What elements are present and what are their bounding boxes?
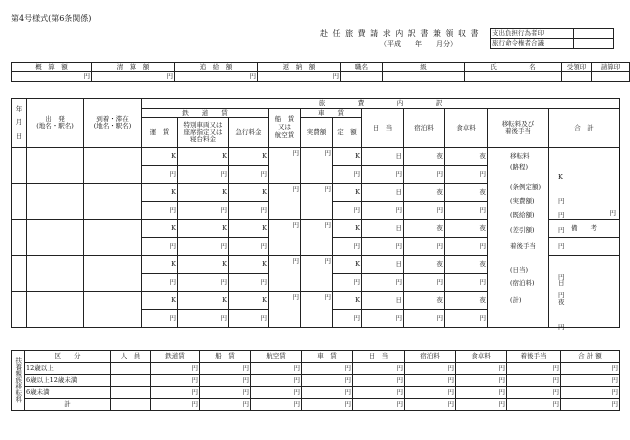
family-cell[interactable]: 円	[507, 387, 561, 399]
col-date-month: 月	[15, 118, 23, 127]
depart-cell[interactable]	[27, 256, 84, 292]
summary-table	[11, 62, 630, 82]
meal-yen[interactable]: 円	[445, 166, 488, 184]
summary-header-additional: 追 給 額	[175, 63, 258, 72]
col-meal: 食卓料	[445, 109, 488, 148]
col-date-year: 年	[15, 104, 23, 113]
daily-days[interactable]: 日	[362, 220, 404, 238]
depart-cell[interactable]	[27, 220, 84, 256]
car-fixed-yen[interactable]: 円	[333, 274, 362, 292]
arrive-cell[interactable]	[84, 220, 142, 256]
meal-nights[interactable]: 夜	[445, 292, 488, 310]
meal-nights[interactable]: 夜	[445, 148, 488, 166]
family-cell[interactable]: 円	[151, 399, 200, 411]
daily-yen[interactable]: 円	[362, 166, 404, 184]
family-cell[interactable]: 円	[456, 363, 507, 375]
meal-yen[interactable]: 円	[445, 238, 488, 256]
col-car-actual: 実費額	[301, 118, 333, 148]
car-actual-yen[interactable]: 円	[301, 292, 333, 328]
family-row-label: 12歳以上	[25, 363, 111, 375]
moving-extra-unit-1: 夜	[558, 298, 565, 306]
col-arrive-title: 到着・滞在	[96, 115, 129, 124]
date-cell[interactable]	[12, 220, 27, 256]
family-cell[interactable]: 円	[561, 375, 620, 387]
family-row-label: 計	[25, 399, 111, 411]
remarks-header: 備 考	[549, 220, 620, 238]
family-header-9: 着後手当	[507, 351, 561, 363]
moving-label-2: (条例定額)	[510, 183, 542, 191]
col-total: 合 計	[549, 109, 620, 148]
family-header-6: 日 当	[353, 351, 405, 363]
family-header-8: 食卓料	[456, 351, 507, 363]
rail-express-yen[interactable]: 円	[229, 274, 269, 292]
rail-special-yen[interactable]: 円	[178, 274, 229, 292]
family-cell[interactable]: 円	[302, 363, 353, 375]
rail-express-k[interactable]: K	[229, 148, 269, 166]
family-cell[interactable]: 円	[561, 387, 620, 399]
moving-unit-2: 円	[558, 197, 565, 205]
family-cell[interactable]: 円	[302, 387, 353, 399]
daily-days[interactable]: 日	[362, 256, 404, 274]
col-ship-air: 船 賃 又は 航空賃	[269, 109, 301, 148]
rail-express-yen[interactable]: 円	[229, 202, 269, 220]
moving-unit-7: 円	[558, 273, 565, 281]
summary-header-refund: 返 納 額	[258, 63, 341, 72]
date-cell[interactable]	[12, 184, 27, 220]
lodging-yen[interactable]: 円	[404, 166, 445, 184]
family-row	[12, 387, 620, 399]
moving-label-8: (宿泊料)	[510, 279, 535, 287]
family-cell[interactable]	[111, 363, 151, 375]
moving-unit-5: 円	[558, 242, 565, 250]
rail-fare-k[interactable]: K	[142, 184, 178, 202]
approval-cell-2: 旅行命令権者合議	[491, 39, 574, 49]
moving-label-3: (実費額)	[510, 197, 535, 205]
col-car-fixed: 定 額	[333, 118, 362, 148]
ship-yen[interactable]: 円	[269, 256, 301, 292]
rail-express-yen[interactable]: 円	[229, 310, 269, 328]
family-cell[interactable]: 円	[200, 387, 251, 399]
rail-fare-yen[interactable]: 円	[142, 310, 178, 328]
family-cell[interactable]: 円	[251, 399, 302, 411]
family-header-5: 車 賃	[302, 351, 353, 363]
lodging-yen[interactable]: 円	[404, 202, 445, 220]
car-fixed-k[interactable]: K	[333, 292, 362, 310]
family-cell[interactable]: 円	[507, 399, 561, 411]
car-fixed-k[interactable]: K	[333, 220, 362, 238]
family-cell[interactable]: 円	[353, 399, 405, 411]
summary-header-receipt-seal: 受領印	[562, 63, 592, 72]
meal-yen[interactable]: 円	[445, 202, 488, 220]
ship-yen[interactable]: 円	[269, 184, 301, 220]
family-cell[interactable]: 円	[251, 375, 302, 387]
date-cell[interactable]	[12, 292, 27, 328]
family-cell[interactable]: 円	[200, 363, 251, 375]
col-daily: 日 当	[362, 109, 404, 148]
lodging-nights[interactable]: 夜	[404, 148, 445, 166]
car-fixed-yen[interactable]: 円	[333, 202, 362, 220]
group-travel-breakdown: 旅 費 内 訳	[142, 99, 620, 109]
summary-header-estimate: 概 算 額	[12, 63, 92, 72]
approval-box	[490, 28, 614, 49]
family-header-4: 航空賃	[251, 351, 302, 363]
family-row-label: 6歳以上12歳未満	[25, 375, 111, 387]
summary-header-name: 氏 名	[465, 63, 562, 72]
depart-cell[interactable]	[27, 148, 84, 184]
group-car: 車 賃	[301, 109, 362, 118]
arrive-cell[interactable]	[84, 148, 142, 184]
rail-special-yen[interactable]: 円	[178, 238, 229, 256]
family-row	[12, 375, 620, 387]
family-cell[interactable]: 円	[456, 387, 507, 399]
daily-yen[interactable]: 円	[362, 202, 404, 220]
moving-label-9: (計)	[510, 296, 522, 304]
family-moving-table	[11, 350, 620, 411]
family-header-7: 宿泊料	[405, 351, 456, 363]
moving-extra-unit-0: 日	[558, 279, 565, 287]
daily-yen[interactable]: 円	[362, 274, 404, 292]
rail-special-yen[interactable]: 円	[178, 310, 229, 328]
arrive-cell[interactable]	[84, 256, 142, 292]
arrive-cell[interactable]	[84, 184, 142, 220]
col-rail-fare: 運 賃	[142, 118, 178, 148]
summary-cell-refund: 円	[258, 72, 341, 82]
arrive-cell[interactable]	[84, 292, 142, 328]
meal-nights[interactable]: 夜	[445, 256, 488, 274]
family-cell[interactable]	[111, 375, 151, 387]
moving-label-5: (差引額)	[510, 226, 535, 234]
car-actual-yen[interactable]: 円	[301, 184, 333, 220]
moving-unit-3: 円	[558, 211, 565, 219]
rail-special-k[interactable]: K	[178, 148, 229, 166]
family-cell[interactable]: 円	[405, 399, 456, 411]
depart-cell[interactable]	[27, 184, 84, 220]
family-cell[interactable]: 円	[405, 363, 456, 375]
family-cell[interactable]: 円	[507, 363, 561, 375]
ship-yen[interactable]: 円	[269, 292, 301, 328]
family-cell[interactable]: 円	[251, 387, 302, 399]
rail-special-k[interactable]: K	[178, 220, 229, 238]
car-actual-yen[interactable]: 円	[301, 220, 333, 256]
rail-express-k[interactable]: K	[229, 220, 269, 238]
family-cell[interactable]: 円	[200, 399, 251, 411]
rail-special-k[interactable]: K	[178, 256, 229, 274]
summary-header-grade: 級	[383, 63, 465, 72]
depart-cell[interactable]	[27, 292, 84, 328]
moving-unit-4: 円	[558, 226, 565, 234]
car-fixed-yen[interactable]: 円	[333, 310, 362, 328]
moving-label-4: (既給額)	[510, 211, 535, 219]
col-depart-sub: (地名・駅名)	[36, 122, 74, 130]
summary-header-request-seal: 請算印	[592, 63, 630, 72]
page-title: 赴 任 旅 費 請 求 内 訳 書 兼 領 収 書	[320, 29, 480, 38]
summary-cell-additional: 円	[175, 72, 258, 82]
moving-label-1: (路程)	[510, 163, 529, 171]
col-lodging: 宿泊料	[404, 109, 445, 148]
lodging-nights[interactable]: 夜	[404, 184, 445, 202]
col-moving: 移転料及び 着後手当	[488, 109, 549, 148]
rail-fare-k[interactable]: K	[142, 256, 178, 274]
family-cell[interactable]: 円	[353, 363, 405, 375]
meal-yen[interactable]: 円	[445, 274, 488, 292]
car-fixed-yen[interactable]: 円	[333, 166, 362, 184]
family-cell[interactable]: 円	[151, 387, 200, 399]
total-cell[interactable]	[549, 148, 620, 220]
family-cell[interactable]	[111, 399, 151, 411]
family-cell[interactable]: 円	[151, 363, 200, 375]
moving-label-0: 移転料	[510, 152, 530, 160]
summary-cell-estimate: 円	[12, 72, 92, 82]
family-cell[interactable]: 円	[251, 363, 302, 375]
col-date-day: 日	[15, 131, 23, 140]
family-row	[12, 399, 620, 411]
daily-days[interactable]: 日	[362, 184, 404, 202]
moving-unit-8: 円	[558, 291, 565, 299]
family-header-1: 人 員	[111, 351, 151, 363]
rail-express-yen[interactable]: 円	[229, 166, 269, 184]
lodging-nights[interactable]: 夜	[404, 256, 445, 274]
meal-nights[interactable]: 夜	[445, 220, 488, 238]
daily-yen[interactable]: 円	[362, 238, 404, 256]
family-header-2: 鉄道賃	[151, 351, 200, 363]
daily-days[interactable]: 日	[362, 292, 404, 310]
family-cell[interactable]: 円	[405, 375, 456, 387]
rail-special-yen[interactable]: 円	[178, 202, 229, 220]
rail-fare-yen[interactable]: 円	[142, 274, 178, 292]
family-cell[interactable]: 円	[302, 399, 353, 411]
date-cell[interactable]	[12, 256, 27, 292]
family-cell[interactable]: 円	[561, 399, 620, 411]
family-side-label: 扶養親族移転料	[12, 351, 25, 411]
family-cell[interactable]: 円	[200, 375, 251, 387]
col-depart-title: 出 発	[45, 115, 65, 124]
date-cell[interactable]	[12, 148, 27, 184]
moving-unit-9: 円	[558, 323, 565, 331]
family-row-label: 6歳未満	[25, 387, 111, 399]
family-cell[interactable]: 円	[456, 375, 507, 387]
ship-yen[interactable]: 円	[269, 148, 301, 184]
car-fixed-k[interactable]: K	[333, 148, 362, 166]
form-number: 第4号様式(第6条関係)	[11, 14, 92, 23]
rail-fare-k[interactable]: K	[142, 292, 178, 310]
approval-cell-1: 支出負担行為者印	[491, 29, 574, 39]
moving-label-6: 着後手当	[510, 242, 536, 250]
rail-express-yen[interactable]: 円	[229, 238, 269, 256]
total-yen-unit: 円	[609, 209, 616, 218]
rail-special-k[interactable]: K	[178, 184, 229, 202]
lodging-yen[interactable]: 円	[404, 238, 445, 256]
rail-fare-yen[interactable]: 円	[142, 166, 178, 184]
car-fixed-k[interactable]: K	[333, 184, 362, 202]
family-cell[interactable]: 円	[561, 363, 620, 375]
daily-yen[interactable]: 円	[362, 310, 404, 328]
family-cell[interactable]: 円	[456, 399, 507, 411]
col-arrive-sub: (地名・駅名)	[93, 122, 132, 130]
summary-header-settle: 清 算 額	[92, 63, 175, 72]
family-header-3: 船 賃	[200, 351, 251, 363]
col-depart	[27, 99, 84, 148]
lodging-nights[interactable]: 夜	[404, 292, 445, 310]
family-cell[interactable]	[111, 387, 151, 399]
rail-express-k[interactable]: K	[229, 256, 269, 274]
family-header-0: 区 分	[25, 351, 111, 363]
family-cell[interactable]: 円	[302, 375, 353, 387]
moving-unit-1: K	[558, 173, 563, 181]
lodging-yen[interactable]: 円	[404, 274, 445, 292]
summary-header-position: 職名	[341, 63, 383, 72]
col-rail-express: 急行料金	[229, 118, 269, 148]
daily-days[interactable]: 日	[362, 148, 404, 166]
rail-fare-yen[interactable]: 円	[142, 238, 178, 256]
col-date	[12, 99, 27, 148]
rail-fare-k[interactable]: K	[142, 148, 178, 166]
rail-fare-k[interactable]: K	[142, 220, 178, 238]
family-cell[interactable]: 円	[507, 375, 561, 387]
rail-special-k[interactable]: K	[178, 292, 229, 310]
lodging-yen[interactable]: 円	[404, 310, 445, 328]
col-arrive	[84, 99, 142, 148]
rail-express-k[interactable]: K	[229, 184, 269, 202]
rail-fare-yen[interactable]: 円	[142, 202, 178, 220]
rail-special-yen[interactable]: 円	[178, 166, 229, 184]
era-line: （平成 年 月分）	[380, 40, 457, 48]
lodging-nights[interactable]: 夜	[404, 220, 445, 238]
car-actual-yen[interactable]: 円	[301, 256, 333, 292]
car-actual-yen[interactable]: 円	[301, 148, 333, 184]
ship-yen[interactable]: 円	[269, 220, 301, 256]
meal-nights[interactable]: 夜	[445, 184, 488, 202]
rail-express-k[interactable]: K	[229, 292, 269, 310]
meal-yen[interactable]: 円	[445, 310, 488, 328]
family-header-10: 合 計 額	[561, 351, 620, 363]
family-cell[interactable]: 円	[353, 387, 405, 399]
summary-cell-settle: 円	[92, 72, 175, 82]
car-fixed-k[interactable]: K	[333, 256, 362, 274]
moving-label-7: (日当)	[510, 266, 529, 274]
family-row	[12, 363, 620, 375]
family-cell[interactable]: 円	[405, 387, 456, 399]
family-cell[interactable]: 円	[353, 375, 405, 387]
car-fixed-yen[interactable]: 円	[333, 238, 362, 256]
family-cell[interactable]: 円	[151, 375, 200, 387]
family-header-row	[12, 351, 620, 363]
group-rail: 鉄 道 賃	[142, 109, 269, 118]
col-rail-special: 特別車両又は 座席指定又は 寝台料金	[178, 118, 229, 148]
